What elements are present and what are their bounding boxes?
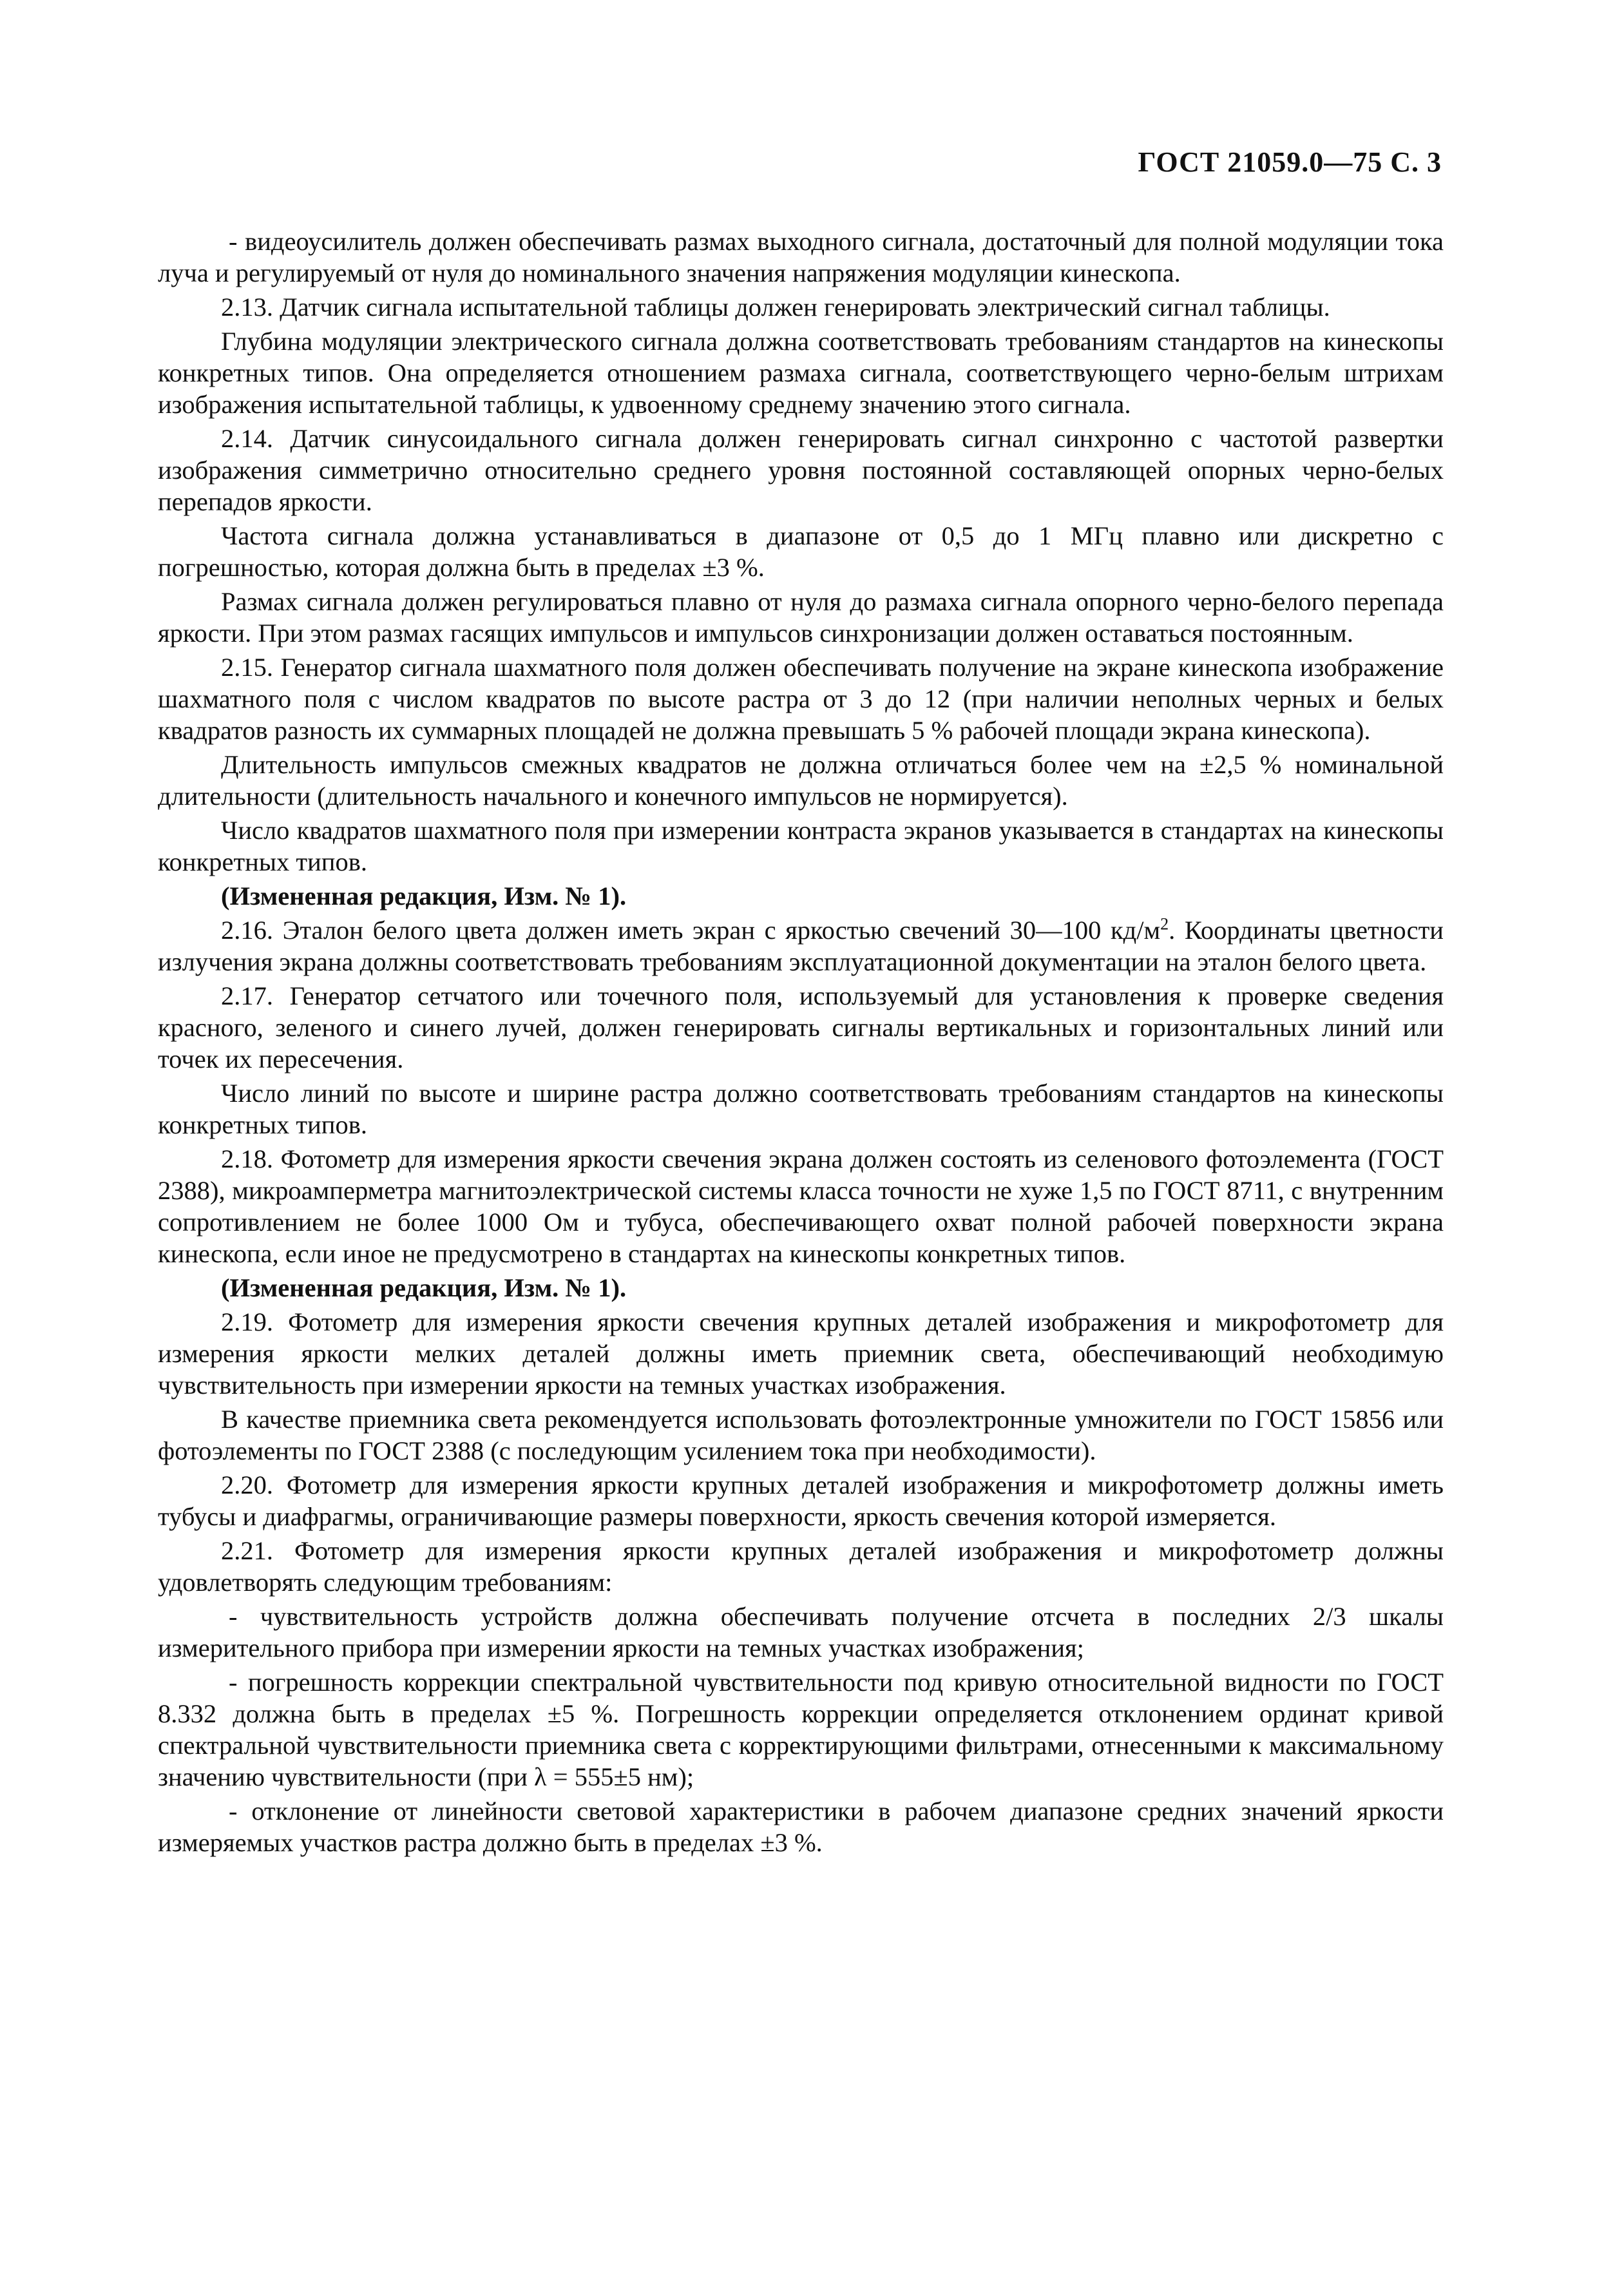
clause-2-18: 2.18. Фотометр для измерения яркости свечения экрана должен состоять из селенового фотоэлемента (ГОСТ 2388), микроамперметра магнитоэлектрической системы класса точности не хуже 1,5 по ГОСТ 8711, с внутренним сопротивлением не более 1000 Ом и тубуса, обеспечивающего охват полной рабочей поверхности экрана кинескопа, если иное не предусмотрено в стандартах на кинескопы конкретных типов.	[158, 1144, 1444, 1268]
superscript-2: 2	[1160, 914, 1169, 934]
clause-2-17: 2.17. Генератор сетчатого или точечного поля, используемый для установления к проверке сведения красного, зеленого и синего лучей, должен генерировать сигналы вертикальных и горизонтальных линий или точек их пересечения.	[158, 981, 1444, 1073]
clause-2-14: 2.14. Датчик синусоидального сигнала должен генерировать сигнал синхронно с частотой развертки изображения симметрично относительно среднего уровня постоянной составляющей опорных черно-белых перепадов яркости.	[158, 424, 1444, 516]
paragraph-square-count: Число квадратов шахматного поля при измерении контраста экранов указывается в стандартах на кинескопы конкретных типов.	[158, 816, 1444, 876]
clause-2-16-tail: . Координаты цветности излучения экрана должны соответствовать требованиям эксплуатационной документации на эталон белого цвета.	[158, 916, 1444, 976]
requirement-linearity: - отклонение от линейности световой характеристики в рабочем диапазоне средних значений яркости измеряемых участков растра должно быть в пределах ±3 %.	[158, 1796, 1444, 1857]
paragraph-videoamplifier: - видеоусилитель должен обеспечивать размах выходного сигнала, достаточный для полной модуляции тока луча и регулируемый от нуля до номинального значения напряжения модуляции кинескопа.	[158, 227, 1444, 287]
page-header: ГОСТ 21059.0—75 С. 3	[1138, 146, 1442, 178]
clause-2-16-text: 2.16. Эталон белого цвета должен иметь экран с яркостью свечений 30—100 кд/м	[221, 916, 1161, 945]
clause-2-20: 2.20. Фотометр для измерения яркости крупных деталей изображения и микрофотометр должны иметь тубусы и диафрагмы, ограничивающие размеры поверхности, яркость свечения которой измеряется.	[158, 1470, 1444, 1531]
document-body	[158, 226, 1444, 1861]
clause-2-21: 2.21. Фотометр для измерения яркости крупных деталей изображения и микрофотометр должны удовлетворять следующим требованиям:	[158, 1536, 1444, 1597]
clause-2-13: 2.13. Датчик сигнала испытательной таблицы должен генерировать электрический сигнал таблицы.	[221, 293, 1330, 322]
amendment-note: (Измененная редакция, Изм. № 1).	[221, 881, 627, 910]
paragraph-signal-swing: Размах сигнала должен регулироваться плавно от нуля до размаха сигнала опорного черно-белого перепада яркости. При этом размах гасящих импульсов и импульсов синхронизации должен оставаться постоянным.	[158, 587, 1444, 648]
paragraph-modulation-depth: Глубина модуляции электрического сигнала должна соответствовать требованиям стандартов на кинескопы конкретных типов. Она определяется отношением размаха сигнала, соответствующего черно-белым штрихам изображения испытательной таблицы, к удвоенному среднему значению этого сигнала.	[158, 327, 1444, 419]
clause-2-15: 2.15. Генератор сигнала шахматного поля должен обеспечивать получение на экране кинескопа изображение шахматного поля с числом квадратов по высоте растра от 3 до 12 (при наличии неполных черных и белых квадратов разность их суммарных площадей не должна превышать 5 % рабочей площади экрана кинескопа).	[158, 653, 1444, 745]
paragraph-pulse-duration: Длительность импульсов смежных квадратов не должна отличаться более чем на ±2,5 % номинальной длительности (длительность начального и конечного импульсов не нормируется).	[158, 750, 1444, 811]
paragraph-line-count: Число линий по высоте и ширине растра должно соответствовать требованиям стандартов на кинескопы конкретных типов.	[158, 1079, 1444, 1139]
paragraph-light-receiver: В качестве приемника света рекомендуется использовать фотоэлектронные умножители по ГОСТ 15856 или фотоэлементы по ГОСТ 2388 (с последующим усилением тока при необходимости).	[158, 1405, 1444, 1465]
clause-2-16	[158, 914, 1444, 977]
requirement-correction-error: - погрешность коррекции спектральной чувствительности под кривую относительной видности по ГОСТ 8.332 должна быть в пределах ±5 %. Погрешность коррекции определяется отклонением ординат кривой спектральной чувствительности приемника света с корректирующими фильтрами, отнесенными к максимальному значению чувствительности (при λ = 555±5 нм);	[158, 1668, 1444, 1791]
paragraph-signal-frequency: Частота сигнала должна устанавливаться в диапазоне от 0,5 до 1 МГц плавно или дискретно с погрешностью, которая должна быть в пределах ±3 %.	[158, 521, 1444, 582]
clause-2-19: 2.19. Фотометр для измерения яркости свечения крупных деталей изображения и микрофотометр для измерения яркости мелких деталей должны иметь приемник света, обеспечивающий необходимую чувствительность при измерении яркости на темных участках изображения.	[158, 1307, 1444, 1400]
amendment-note: (Измененная редакция, Изм. № 1).	[221, 1273, 627, 1302]
requirement-sensitivity: - чувствительность устройств должна обеспечивать получение отсчета в последних 2/3 шкалы измерительного прибора при измерении яркости на темных участках изображения;	[158, 1602, 1444, 1662]
